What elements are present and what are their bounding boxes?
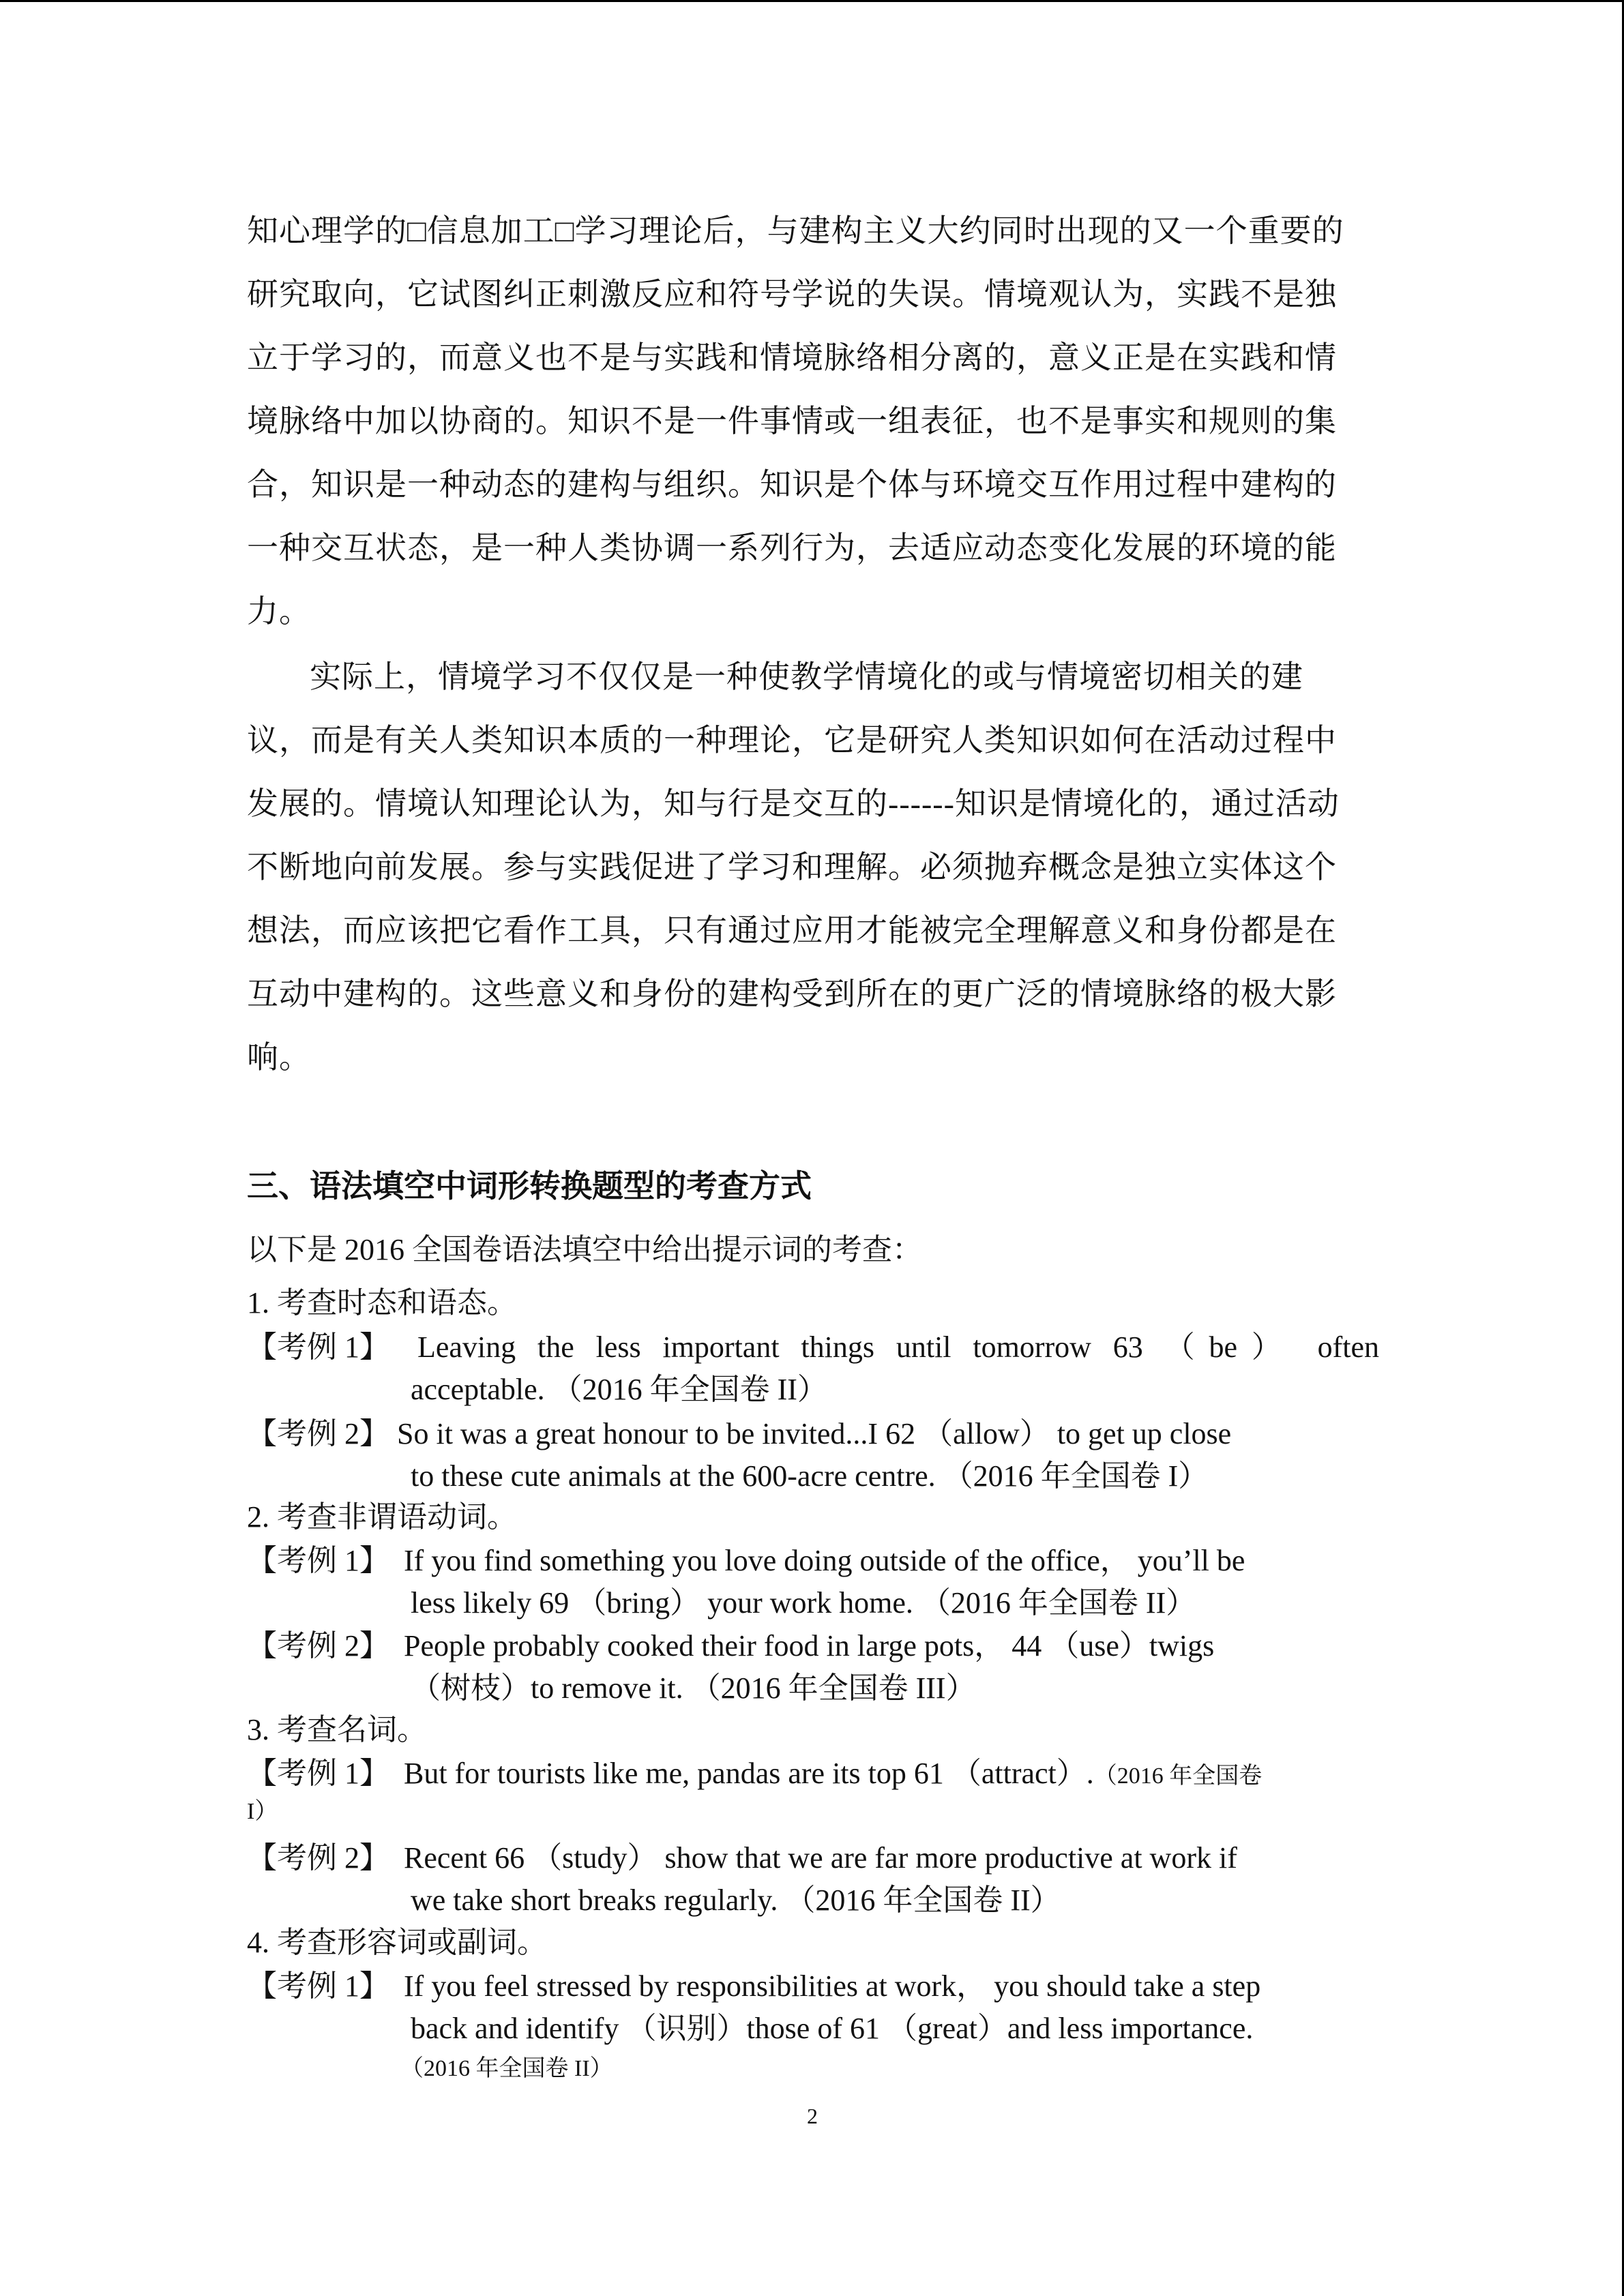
example-text: to these cute animals at the 600-acre centre. （2016 年全国卷 I） [411,1459,1209,1493]
example-text: acceptable. （2016 年全国卷 II） [411,1373,827,1406]
example-block [247,1413,1379,1497]
paragraph-line: 境脉络中加以协商的。知识不是一件事情或一组表征，也不是事实和规则的集 [247,404,1337,438]
paragraph-line: 知心理学的□信息加工□学习理论后，与建构主义大约同时出现的又一个重要的 [247,213,1344,248]
paragraph-line: 想法，而应该把它看作工具，只有通过应用才能被完全理解意义和身份都是在 [247,913,1337,948]
paragraph-line: 合，知识是一种动态的建构与组织。知识是个体与环境交互作用过程中建构的 [247,467,1337,502]
example-text: we take short breaks regularly. （2016 年全国卷 II） [411,1883,1061,1917]
example-tag: 【考例 1】 [247,1969,389,2003]
example-tag: 【考例 2】 [247,1841,389,1875]
paragraph-line: 响。 [247,1040,311,1075]
paragraph-1 [247,199,1344,643]
example-tag: 【考例 1】 [247,1330,389,1364]
example-text: Leaving the less important things until tomorrow 63 （be） often [417,1330,1379,1364]
example-text: （树枝）to remove it. （2016 年全国卷 III） [411,1671,976,1705]
example-block [247,1625,1379,1710]
example-text-main: But for tourists like me, pandas are its top 61 （attract）. [404,1757,1094,1790]
section-heading: 三、语法填空中词形转换题型的考查方式 [247,1169,812,1204]
example-block [247,1837,1379,1922]
category-title: 1. 考查时态和语态。 [247,1286,517,1320]
paragraph-line: 研究取向，它试图纠正刺激反应和符号学说的失误。情境观认为，实践不是独 [247,277,1337,312]
paragraph-2 [247,645,1340,1089]
example-block [247,1965,1379,2088]
category-title: 2. 考查非谓语动词。 [247,1500,517,1534]
example-text: People probably cooked their food in large pots， 44 （use）twigs [404,1629,1215,1663]
page-number: 2 [807,2104,818,2128]
paragraph-line: 实际上，情境学习不仅仅是一种使教学情境化的或与情境密切相关的建 [310,659,1303,694]
paragraph-line: 力。 [247,594,311,629]
paragraph-line: 不断地向前发展。参与实践促进了学习和理解。必须抛弃概念是独立实体这个 [247,850,1337,884]
example-tag: 【考例 1】 [247,1757,389,1790]
paragraph-line: 议，而是有关人类知识本质的一种理论，它是研究人类知识如何在活动过程中 [247,723,1337,758]
example-source: （2016 年全国卷 II） [400,2056,613,2081]
example-tag: 【考例 2】 [247,1629,389,1663]
example-tag: 【考例 1】 [247,1544,389,1577]
category-title: 3. 考查名词。 [247,1713,427,1746]
example-block [247,1753,1379,1829]
example-block [247,1326,1379,1411]
example-text [404,1753,1379,1795]
example-text: If you feel stressed by responsibilities at work， you should take a step [404,1969,1261,2003]
paragraph-line: 发展的。情境认知理论认为，知与行是交互的------知识是情境化的，通过活动 [247,786,1340,821]
example-text: less likely 69 （bring） your work home. （2016 年全国卷 II） [411,1586,1196,1620]
paragraph-line: 互动中建构的。这些意义和身份的建构受到所在的更广泛的情境脉络的极大影 [247,976,1337,1011]
paragraph-line: 一种交互状态，是一种人类协调一系列行为，去适应动态变化发展的环境的能 [247,531,1337,565]
example-text: If you find something you love doing outside of the office， you’ll be [404,1544,1245,1577]
example-text: Recent 66 （study） show that we are far more productive at work if [404,1841,1237,1875]
example-tag: 【考例 2】 [247,1417,389,1450]
example-source: （2016 年全国卷 [1093,1763,1263,1789]
example-text: back and identify （识别）those of 61 （great）and less importance. [411,2012,1254,2045]
category-title: 4. 考查形容词或副词。 [247,1926,547,1959]
example-block [247,1540,1379,1624]
example-text: I） [247,1799,278,1824]
example-text: So it was a great honour to be invited...I 62 （allow） to get up close [397,1417,1232,1450]
intro-line: 以下是 2016 全国卷语法填空中给出提示词的考查： [247,1233,922,1266]
paragraph-line: 立于学习的，而意义也不是与实践和情境脉络相分离的，意义正是在实践和情 [247,340,1337,375]
